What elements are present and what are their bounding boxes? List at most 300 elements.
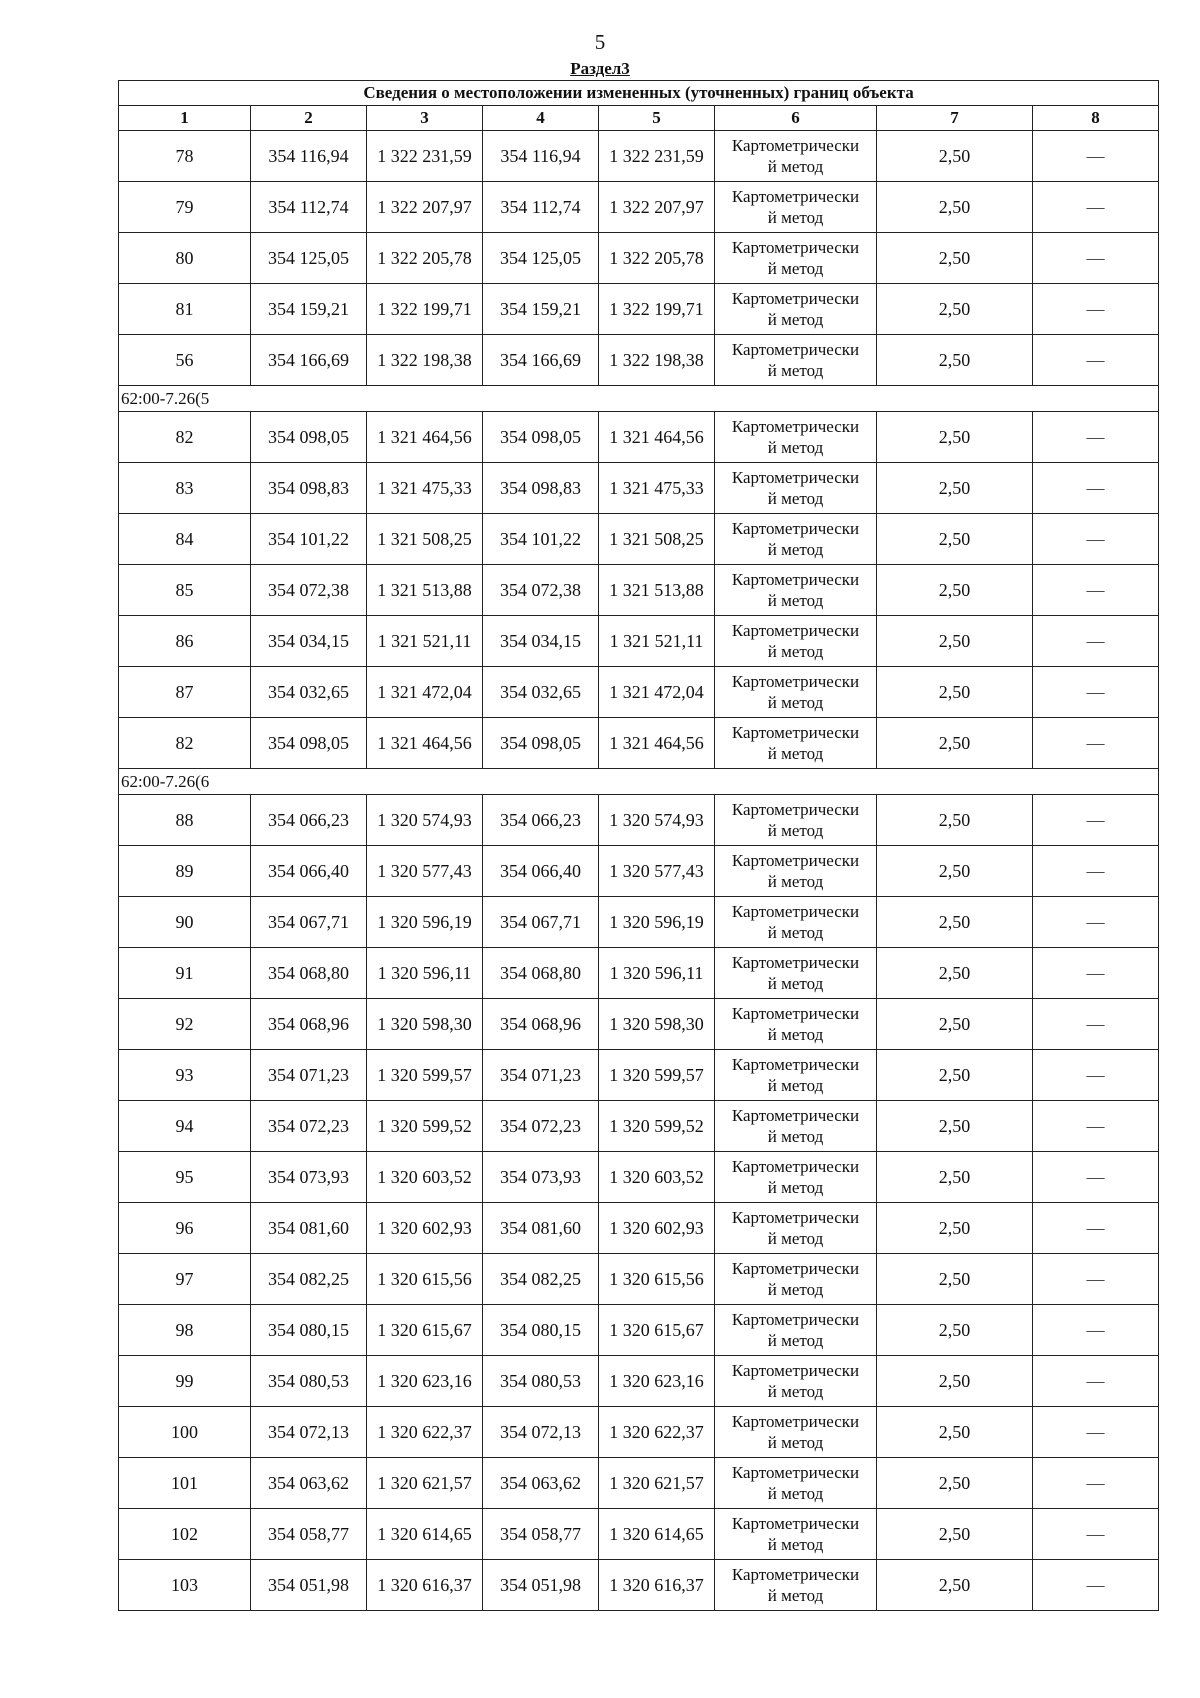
method-line2: й метод xyxy=(767,1433,824,1452)
accuracy-cell: 2,50 xyxy=(877,182,1033,233)
column-number: 5 xyxy=(599,106,715,131)
method-line1: Картометрически xyxy=(731,1055,860,1074)
point-number-cell: 81 xyxy=(119,284,251,335)
accuracy-cell: 2,50 xyxy=(877,999,1033,1050)
description-cell: — xyxy=(1033,131,1159,182)
table-row xyxy=(119,412,1159,463)
y-coordinate-cell: 1 320 577,43 xyxy=(367,846,483,897)
method-line1: Картометрически xyxy=(731,672,860,691)
point-number-cell: 102 xyxy=(119,1509,251,1560)
point-number-cell: 78 xyxy=(119,131,251,182)
x-coordinate-cell: 354 080,53 xyxy=(483,1356,599,1407)
y-coordinate-cell: 1 320 622,37 xyxy=(599,1407,715,1458)
table-caption-row xyxy=(119,81,1159,106)
table-row xyxy=(119,897,1159,948)
method-cell xyxy=(715,999,877,1050)
method-line2: й метод xyxy=(767,1025,824,1044)
x-coordinate-cell: 354 112,74 xyxy=(251,182,367,233)
description-cell: — xyxy=(1033,897,1159,948)
x-coordinate-cell: 354 116,94 xyxy=(251,131,367,182)
x-coordinate-cell: 354 068,96 xyxy=(251,999,367,1050)
method-line2: й метод xyxy=(767,208,824,227)
column-number: 7 xyxy=(877,106,1033,131)
y-coordinate-cell: 1 321 472,04 xyxy=(599,667,715,718)
description-cell: — xyxy=(1033,412,1159,463)
x-coordinate-cell: 354 098,05 xyxy=(251,412,367,463)
method-line2: й метод xyxy=(767,1076,824,1095)
method-line2: й метод xyxy=(767,744,824,763)
method-line2: й метод xyxy=(767,872,824,891)
method-line1: Картометрически xyxy=(731,468,860,487)
accuracy-cell: 2,50 xyxy=(877,1407,1033,1458)
accuracy-cell: 2,50 xyxy=(877,463,1033,514)
accuracy-cell: 2,50 xyxy=(877,1152,1033,1203)
table-row xyxy=(119,182,1159,233)
x-coordinate-cell: 354 068,80 xyxy=(483,948,599,999)
x-coordinate-cell: 354 080,15 xyxy=(483,1305,599,1356)
point-number-cell: 93 xyxy=(119,1050,251,1101)
x-coordinate-cell: 354 067,71 xyxy=(483,897,599,948)
point-number-cell: 82 xyxy=(119,412,251,463)
group-label: 62:00-7.26(5 xyxy=(119,386,1159,412)
table-row xyxy=(119,1356,1159,1407)
table-row xyxy=(119,1509,1159,1560)
table-row xyxy=(119,1254,1159,1305)
accuracy-cell: 2,50 xyxy=(877,718,1033,769)
y-coordinate-cell: 1 320 574,93 xyxy=(367,795,483,846)
description-cell: — xyxy=(1033,1152,1159,1203)
accuracy-cell: 2,50 xyxy=(877,1305,1033,1356)
accuracy-cell: 2,50 xyxy=(877,1458,1033,1509)
method-line1: Картометрически xyxy=(731,1004,860,1023)
description-cell: — xyxy=(1033,1509,1159,1560)
y-coordinate-cell: 1 320 616,37 xyxy=(367,1560,483,1611)
y-coordinate-cell: 1 322 205,78 xyxy=(367,233,483,284)
method-line1: Картометрически xyxy=(731,1106,860,1125)
y-coordinate-cell: 1 321 475,33 xyxy=(367,463,483,514)
y-coordinate-cell: 1 322 207,97 xyxy=(599,182,715,233)
y-coordinate-cell: 1 320 596,11 xyxy=(599,948,715,999)
y-coordinate-cell: 1 321 464,56 xyxy=(367,718,483,769)
method-line2: й метод xyxy=(767,1331,824,1350)
accuracy-cell: 2,50 xyxy=(877,616,1033,667)
table-row xyxy=(119,131,1159,182)
x-coordinate-cell: 354 159,21 xyxy=(483,284,599,335)
point-number-cell: 86 xyxy=(119,616,251,667)
point-number-cell: 89 xyxy=(119,846,251,897)
method-line1: Картометрически xyxy=(731,1412,860,1431)
y-coordinate-cell: 1 320 621,57 xyxy=(367,1458,483,1509)
column-number: 3 xyxy=(367,106,483,131)
description-cell: — xyxy=(1033,616,1159,667)
x-coordinate-cell: 354 032,65 xyxy=(251,667,367,718)
point-number-cell: 92 xyxy=(119,999,251,1050)
method-cell xyxy=(715,131,877,182)
column-number: 6 xyxy=(715,106,877,131)
y-coordinate-cell: 1 320 623,16 xyxy=(599,1356,715,1407)
x-coordinate-cell: 354 067,71 xyxy=(251,897,367,948)
accuracy-cell: 2,50 xyxy=(877,284,1033,335)
table-row xyxy=(119,948,1159,999)
method-cell xyxy=(715,846,877,897)
section-title: Раздел3 xyxy=(570,59,630,78)
method-line1: Картометрически xyxy=(731,417,860,436)
x-coordinate-cell: 354 066,23 xyxy=(251,795,367,846)
y-coordinate-cell: 1 320 615,67 xyxy=(599,1305,715,1356)
description-cell: — xyxy=(1033,565,1159,616)
x-coordinate-cell: 354 125,05 xyxy=(251,233,367,284)
method-cell xyxy=(715,1101,877,1152)
y-coordinate-cell: 1 320 596,11 xyxy=(367,948,483,999)
description-cell: — xyxy=(1033,335,1159,386)
method-cell xyxy=(715,1203,877,1254)
y-coordinate-cell: 1 321 521,11 xyxy=(599,616,715,667)
description-cell: — xyxy=(1033,999,1159,1050)
description-cell: — xyxy=(1033,1560,1159,1611)
description-cell: — xyxy=(1033,1356,1159,1407)
y-coordinate-cell: 1 322 231,59 xyxy=(599,131,715,182)
x-coordinate-cell: 354 098,05 xyxy=(483,718,599,769)
x-coordinate-cell: 354 051,98 xyxy=(483,1560,599,1611)
y-coordinate-cell: 1 320 615,56 xyxy=(367,1254,483,1305)
method-cell xyxy=(715,1458,877,1509)
y-coordinate-cell: 1 322 199,71 xyxy=(367,284,483,335)
method-line2: й метод xyxy=(767,361,824,380)
method-line2: й метод xyxy=(767,642,824,661)
method-line2: й метод xyxy=(767,1382,824,1401)
y-coordinate-cell: 1 320 574,93 xyxy=(599,795,715,846)
description-cell: — xyxy=(1033,284,1159,335)
y-coordinate-cell: 1 320 621,57 xyxy=(599,1458,715,1509)
description-cell: — xyxy=(1033,718,1159,769)
accuracy-cell: 2,50 xyxy=(877,1101,1033,1152)
point-number-cell: 90 xyxy=(119,897,251,948)
method-line2: й метод xyxy=(767,821,824,840)
method-cell xyxy=(715,1254,877,1305)
method-line1: Картометрически xyxy=(731,1310,860,1329)
description-cell: — xyxy=(1033,1101,1159,1152)
method-line2: й метод xyxy=(767,1127,824,1146)
x-coordinate-cell: 354 066,23 xyxy=(483,795,599,846)
point-number-cell: 96 xyxy=(119,1203,251,1254)
accuracy-cell: 2,50 xyxy=(877,412,1033,463)
method-cell xyxy=(715,948,877,999)
x-coordinate-cell: 354 032,65 xyxy=(483,667,599,718)
y-coordinate-cell: 1 321 475,33 xyxy=(599,463,715,514)
x-coordinate-cell: 354 098,05 xyxy=(251,718,367,769)
method-cell xyxy=(715,1509,877,1560)
x-coordinate-cell: 354 112,74 xyxy=(483,182,599,233)
description-cell: — xyxy=(1033,795,1159,846)
method-cell xyxy=(715,897,877,948)
y-coordinate-cell: 1 320 599,52 xyxy=(599,1101,715,1152)
description-cell: — xyxy=(1033,514,1159,565)
point-number-cell: 91 xyxy=(119,948,251,999)
y-coordinate-cell: 1 320 614,65 xyxy=(367,1509,483,1560)
table-row xyxy=(119,667,1159,718)
x-coordinate-cell: 354 058,77 xyxy=(483,1509,599,1560)
y-coordinate-cell: 1 322 198,38 xyxy=(367,335,483,386)
method-line2: й метод xyxy=(767,693,824,712)
method-cell xyxy=(715,795,877,846)
point-number-cell: 100 xyxy=(119,1407,251,1458)
x-coordinate-cell: 354 073,93 xyxy=(483,1152,599,1203)
x-coordinate-cell: 354 080,15 xyxy=(251,1305,367,1356)
x-coordinate-cell: 354 082,25 xyxy=(483,1254,599,1305)
y-coordinate-cell: 1 320 598,30 xyxy=(367,999,483,1050)
method-line1: Картометрически xyxy=(731,340,860,359)
method-line1: Картометрически xyxy=(731,187,860,206)
x-coordinate-cell: 354 081,60 xyxy=(483,1203,599,1254)
group-header-row xyxy=(119,769,1159,795)
point-number-cell: 103 xyxy=(119,1560,251,1611)
method-cell xyxy=(715,565,877,616)
point-number-cell: 85 xyxy=(119,565,251,616)
x-coordinate-cell: 354 072,38 xyxy=(251,565,367,616)
method-line1: Картометрически xyxy=(731,953,860,972)
method-line2: й метод xyxy=(767,259,824,278)
method-cell xyxy=(715,1305,877,1356)
x-coordinate-cell: 354 072,38 xyxy=(483,565,599,616)
method-cell xyxy=(715,718,877,769)
method-cell xyxy=(715,1356,877,1407)
method-line1: Картометрически xyxy=(731,570,860,589)
y-coordinate-cell: 1 321 508,25 xyxy=(599,514,715,565)
accuracy-cell: 2,50 xyxy=(877,565,1033,616)
table-row xyxy=(119,1560,1159,1611)
method-cell xyxy=(715,412,877,463)
accuracy-cell: 2,50 xyxy=(877,667,1033,718)
x-coordinate-cell: 354 072,23 xyxy=(251,1101,367,1152)
x-coordinate-cell: 354 125,05 xyxy=(483,233,599,284)
accuracy-cell: 2,50 xyxy=(877,1050,1033,1101)
y-coordinate-cell: 1 322 231,59 xyxy=(367,131,483,182)
y-coordinate-cell: 1 320 599,52 xyxy=(367,1101,483,1152)
accuracy-cell: 2,50 xyxy=(877,1560,1033,1611)
x-coordinate-cell: 354 072,13 xyxy=(483,1407,599,1458)
accuracy-cell: 2,50 xyxy=(877,1203,1033,1254)
x-coordinate-cell: 354 071,23 xyxy=(251,1050,367,1101)
y-coordinate-cell: 1 320 599,57 xyxy=(367,1050,483,1101)
method-line1: Картометрически xyxy=(731,902,860,921)
coordinates-table xyxy=(118,80,1159,1611)
x-coordinate-cell: 354 066,40 xyxy=(483,846,599,897)
method-line2: й метод xyxy=(767,157,824,176)
method-line2: й метод xyxy=(767,1586,824,1605)
x-coordinate-cell: 354 166,69 xyxy=(251,335,367,386)
x-coordinate-cell: 354 101,22 xyxy=(483,514,599,565)
description-cell: — xyxy=(1033,948,1159,999)
x-coordinate-cell: 354 166,69 xyxy=(483,335,599,386)
description-cell: — xyxy=(1033,233,1159,284)
table-row xyxy=(119,1152,1159,1203)
x-coordinate-cell: 354 101,22 xyxy=(251,514,367,565)
y-coordinate-cell: 1 320 602,93 xyxy=(599,1203,715,1254)
method-cell xyxy=(715,1407,877,1458)
point-number-cell: 99 xyxy=(119,1356,251,1407)
description-cell: — xyxy=(1033,667,1159,718)
method-line2: й метод xyxy=(767,974,824,993)
table-row xyxy=(119,999,1159,1050)
y-coordinate-cell: 1 320 603,52 xyxy=(599,1152,715,1203)
point-number-cell: 97 xyxy=(119,1254,251,1305)
y-coordinate-cell: 1 321 464,56 xyxy=(599,412,715,463)
method-line2: й метод xyxy=(767,310,824,329)
method-cell xyxy=(715,616,877,667)
y-coordinate-cell: 1 321 472,04 xyxy=(367,667,483,718)
method-cell xyxy=(715,514,877,565)
accuracy-cell: 2,50 xyxy=(877,514,1033,565)
column-number-row xyxy=(119,106,1159,131)
description-cell: — xyxy=(1033,182,1159,233)
x-coordinate-cell: 354 080,53 xyxy=(251,1356,367,1407)
y-coordinate-cell: 1 320 596,19 xyxy=(367,897,483,948)
point-number-cell: 83 xyxy=(119,463,251,514)
table-row xyxy=(119,718,1159,769)
accuracy-cell: 2,50 xyxy=(877,1509,1033,1560)
table-row xyxy=(119,616,1159,667)
y-coordinate-cell: 1 320 622,37 xyxy=(367,1407,483,1458)
method-cell xyxy=(715,233,877,284)
y-coordinate-cell: 1 321 464,56 xyxy=(599,718,715,769)
method-cell xyxy=(715,1560,877,1611)
point-number-cell: 84 xyxy=(119,514,251,565)
x-coordinate-cell: 354 063,62 xyxy=(251,1458,367,1509)
method-line1: Картометрически xyxy=(731,621,860,640)
table-row xyxy=(119,846,1159,897)
description-cell: — xyxy=(1033,1305,1159,1356)
method-line1: Картометрически xyxy=(731,1259,860,1278)
point-number-cell: 82 xyxy=(119,718,251,769)
method-line2: й метод xyxy=(767,591,824,610)
accuracy-cell: 2,50 xyxy=(877,795,1033,846)
page-number: 5 xyxy=(594,30,606,54)
y-coordinate-cell: 1 320 598,30 xyxy=(599,999,715,1050)
x-coordinate-cell: 354 098,83 xyxy=(251,463,367,514)
method-line1: Картометрически xyxy=(731,136,860,155)
description-cell: — xyxy=(1033,463,1159,514)
method-line2: й метод xyxy=(767,1484,824,1503)
x-coordinate-cell: 354 066,40 xyxy=(251,846,367,897)
table-row xyxy=(119,284,1159,335)
table-row xyxy=(119,1050,1159,1101)
method-cell xyxy=(715,463,877,514)
description-cell: — xyxy=(1033,1203,1159,1254)
method-line2: й метод xyxy=(767,1178,824,1197)
method-line2: й метод xyxy=(767,540,824,559)
x-coordinate-cell: 354 072,23 xyxy=(483,1101,599,1152)
method-line2: й метод xyxy=(767,1535,824,1554)
accuracy-cell: 2,50 xyxy=(877,131,1033,182)
method-line1: Картометрически xyxy=(731,289,860,308)
y-coordinate-cell: 1 320 623,16 xyxy=(367,1356,483,1407)
accuracy-cell: 2,50 xyxy=(877,846,1033,897)
point-number-cell: 80 xyxy=(119,233,251,284)
y-coordinate-cell: 1 321 521,11 xyxy=(367,616,483,667)
y-coordinate-cell: 1 320 616,37 xyxy=(599,1560,715,1611)
table-row xyxy=(119,795,1159,846)
table-row xyxy=(119,565,1159,616)
y-coordinate-cell: 1 321 513,88 xyxy=(599,565,715,616)
description-cell: — xyxy=(1033,1050,1159,1101)
y-coordinate-cell: 1 322 207,97 xyxy=(367,182,483,233)
accuracy-cell: 2,50 xyxy=(877,1254,1033,1305)
method-line1: Картометрически xyxy=(731,1208,860,1227)
table-row xyxy=(119,1203,1159,1254)
y-coordinate-cell: 1 322 205,78 xyxy=(599,233,715,284)
y-coordinate-cell: 1 320 577,43 xyxy=(599,846,715,897)
table-row xyxy=(119,463,1159,514)
accuracy-cell: 2,50 xyxy=(877,335,1033,386)
description-cell: — xyxy=(1033,1407,1159,1458)
x-coordinate-cell: 354 058,77 xyxy=(251,1509,367,1560)
y-coordinate-cell: 1 320 615,67 xyxy=(367,1305,483,1356)
method-cell xyxy=(715,335,877,386)
y-coordinate-cell: 1 320 603,52 xyxy=(367,1152,483,1203)
table-row xyxy=(119,233,1159,284)
method-line1: Картометрически xyxy=(731,1565,860,1584)
y-coordinate-cell: 1 320 602,93 xyxy=(367,1203,483,1254)
method-line1: Картометрически xyxy=(731,723,860,742)
description-cell: — xyxy=(1033,1458,1159,1509)
column-number: 4 xyxy=(483,106,599,131)
accuracy-cell: 2,50 xyxy=(877,1356,1033,1407)
x-coordinate-cell: 354 159,21 xyxy=(251,284,367,335)
y-coordinate-cell: 1 320 614,65 xyxy=(599,1509,715,1560)
y-coordinate-cell: 1 321 464,56 xyxy=(367,412,483,463)
point-number-cell: 95 xyxy=(119,1152,251,1203)
point-number-cell: 56 xyxy=(119,335,251,386)
x-coordinate-cell: 354 072,13 xyxy=(251,1407,367,1458)
method-cell xyxy=(715,1152,877,1203)
method-cell xyxy=(715,667,877,718)
y-coordinate-cell: 1 321 513,88 xyxy=(367,565,483,616)
method-line1: Картометрически xyxy=(731,851,860,870)
table-row xyxy=(119,514,1159,565)
x-coordinate-cell: 354 068,96 xyxy=(483,999,599,1050)
method-line2: й метод xyxy=(767,1229,824,1248)
method-line2: й метод xyxy=(767,923,824,942)
method-cell xyxy=(715,1050,877,1101)
x-coordinate-cell: 354 051,98 xyxy=(251,1560,367,1611)
table-caption: Сведения о местоположении измененных (уточненных) границ объекта xyxy=(119,81,1159,106)
x-coordinate-cell: 354 116,94 xyxy=(483,131,599,182)
method-line2: й метод xyxy=(767,489,824,508)
description-cell: — xyxy=(1033,1254,1159,1305)
x-coordinate-cell: 354 034,15 xyxy=(483,616,599,667)
y-coordinate-cell: 1 322 198,38 xyxy=(599,335,715,386)
column-number: 2 xyxy=(251,106,367,131)
method-line1: Картометрически xyxy=(731,800,860,819)
point-number-cell: 94 xyxy=(119,1101,251,1152)
method-cell xyxy=(715,182,877,233)
y-coordinate-cell: 1 320 599,57 xyxy=(599,1050,715,1101)
accuracy-cell: 2,50 xyxy=(877,897,1033,948)
table-row xyxy=(119,1407,1159,1458)
group-header-row xyxy=(119,386,1159,412)
accuracy-cell: 2,50 xyxy=(877,233,1033,284)
method-line1: Картометрически xyxy=(731,238,860,257)
method-cell xyxy=(715,284,877,335)
x-coordinate-cell: 354 073,93 xyxy=(251,1152,367,1203)
table-row xyxy=(119,1305,1159,1356)
x-coordinate-cell: 354 071,23 xyxy=(483,1050,599,1101)
method-line1: Картометрически xyxy=(731,1463,860,1482)
method-line2: й метод xyxy=(767,1280,824,1299)
group-label: 62:00-7.26(6 xyxy=(119,769,1159,795)
x-coordinate-cell: 354 098,05 xyxy=(483,412,599,463)
point-number-cell: 98 xyxy=(119,1305,251,1356)
